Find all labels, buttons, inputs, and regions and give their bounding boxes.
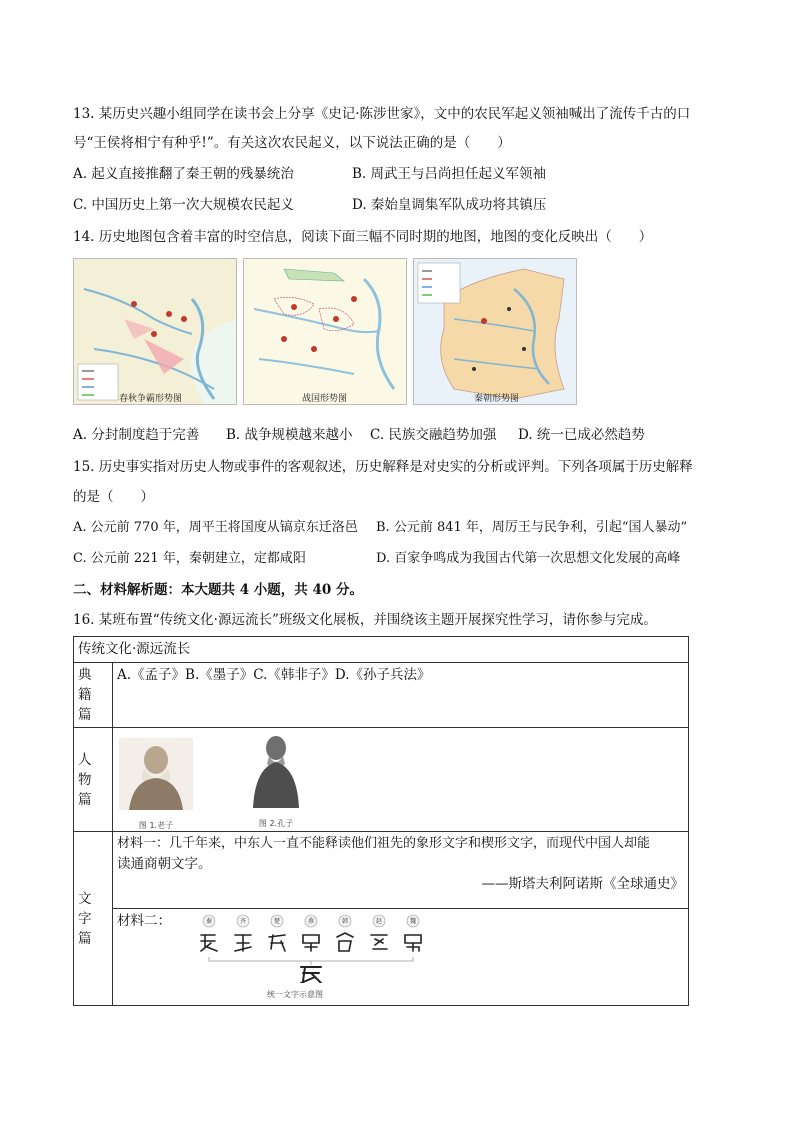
q13-option-a: A. 起义直接推翻了秦王朝的残暴统治	[73, 166, 294, 182]
q13-option-d: D. 秦始皇调集军队成功将其镇压	[352, 197, 547, 213]
unification-diagram-icon	[197, 913, 437, 1001]
state-chu: 楚	[273, 918, 281, 925]
section-heading: 二、材料解析题：本大题共 4 小题，共 40 分。	[73, 582, 363, 598]
laozi-portrait-icon	[119, 738, 193, 830]
q13-option-b: B. 周武王与吕尚担任起义军领袖	[352, 166, 547, 182]
state-qin: 秦	[205, 918, 213, 925]
material2-cell	[113, 909, 689, 1006]
text-label: 文字篇	[74, 832, 113, 1006]
map-spring-autumn-icon	[73, 258, 237, 405]
q15-option-b: B. 公元前 841 年，周厉王与民争利，引起“国人暴动”	[376, 520, 688, 535]
q13-option-c: C. 中国历史上第一次大规模农民起义	[73, 197, 294, 213]
state-wei: 魏	[409, 918, 417, 925]
map-caption: 春秋争霸形势图	[119, 394, 183, 404]
state-han: 韩	[341, 918, 349, 925]
books-label: 典籍篇	[74, 663, 113, 728]
state-qi: 齐	[239, 918, 247, 925]
exhibit-table	[73, 636, 689, 1006]
material1-line1: 材料一：几千年来，中东人一直不能释读他们祖先的象形文字和楔形文字，而现代中国人却能	[117, 836, 651, 851]
material1-cell	[113, 832, 689, 909]
q15-stem-line2: 的是（ ）	[73, 489, 154, 505]
confucius-portrait-icon	[239, 730, 313, 828]
map-caption: 战国形势图	[302, 394, 348, 404]
map-qin-dynasty-icon	[413, 258, 577, 405]
laozi-caption: 图 1.老子	[138, 821, 174, 830]
q14-option-d: D. 统一已成必然趋势	[518, 427, 645, 443]
state-yan: 燕	[307, 918, 315, 925]
exhibit-title: 传统文化·源远流长	[74, 637, 689, 663]
people-label: 人物篇	[74, 728, 113, 832]
q15-option-c: C. 公元前 221 年，秦朝建立，定都咸阳	[73, 551, 306, 566]
people-content	[113, 728, 689, 832]
q13-stem-line2: 号“王侯将相宁有种乎!”。有关这次农民起义，以下说法正确的是（ ）	[73, 135, 511, 151]
material2-label: 材料二：	[117, 913, 171, 929]
q15-option-a: A. 公元前 770 年，周平王将国度从镐京东迁洛邑	[73, 520, 358, 535]
q13-stem-line1: 13. 某历史兴趣小组同学在读书会上分享《史记·陈涉世家》，文中的农民军起义领袖喊出了流传千古的口	[73, 106, 691, 122]
q14-option-b: B. 战争规模越来越小	[226, 427, 353, 443]
books-content: A.《孟子》B.《墨子》C.《韩非子》D.《孙子兵法》	[113, 663, 689, 728]
q16-stem: 16. 某班布置“传统文化·源远流长”班级文化展板，并围绕该主题开展探究性学习，请你参与完成。	[73, 612, 657, 628]
q15-option-d: D. 百家争鸣成为我国古代第一次思想文化发展的高峰	[376, 551, 681, 566]
q15-stem-line1: 15. 历史事实指对历史人物或事件的客观叙述，历史解释是对史实的分析或评判。下列各项属于历史解释	[73, 459, 693, 475]
state-zhao: 赵	[375, 918, 383, 925]
diagram-caption: 统一文字示意图	[267, 990, 323, 999]
q14-option-a: A. 分封制度趋于完善	[73, 427, 200, 443]
q14-option-c: C. 民族交融趋势加强	[370, 427, 497, 443]
material1-line2: 读通商朝文字。	[117, 856, 212, 872]
map-caption: 秦朝形势图	[474, 394, 520, 404]
material1-source: ——斯塔夫利阿诺斯《全球通史》	[481, 876, 684, 892]
map-warring-states-icon	[243, 258, 407, 405]
q14-stem: 14. 历史地图包含着丰富的时空信息，阅读下面三幅不同时期的地图，地图的变化反映出（ ）	[73, 229, 653, 245]
confucius-caption: 图 2.孔子	[258, 819, 294, 828]
